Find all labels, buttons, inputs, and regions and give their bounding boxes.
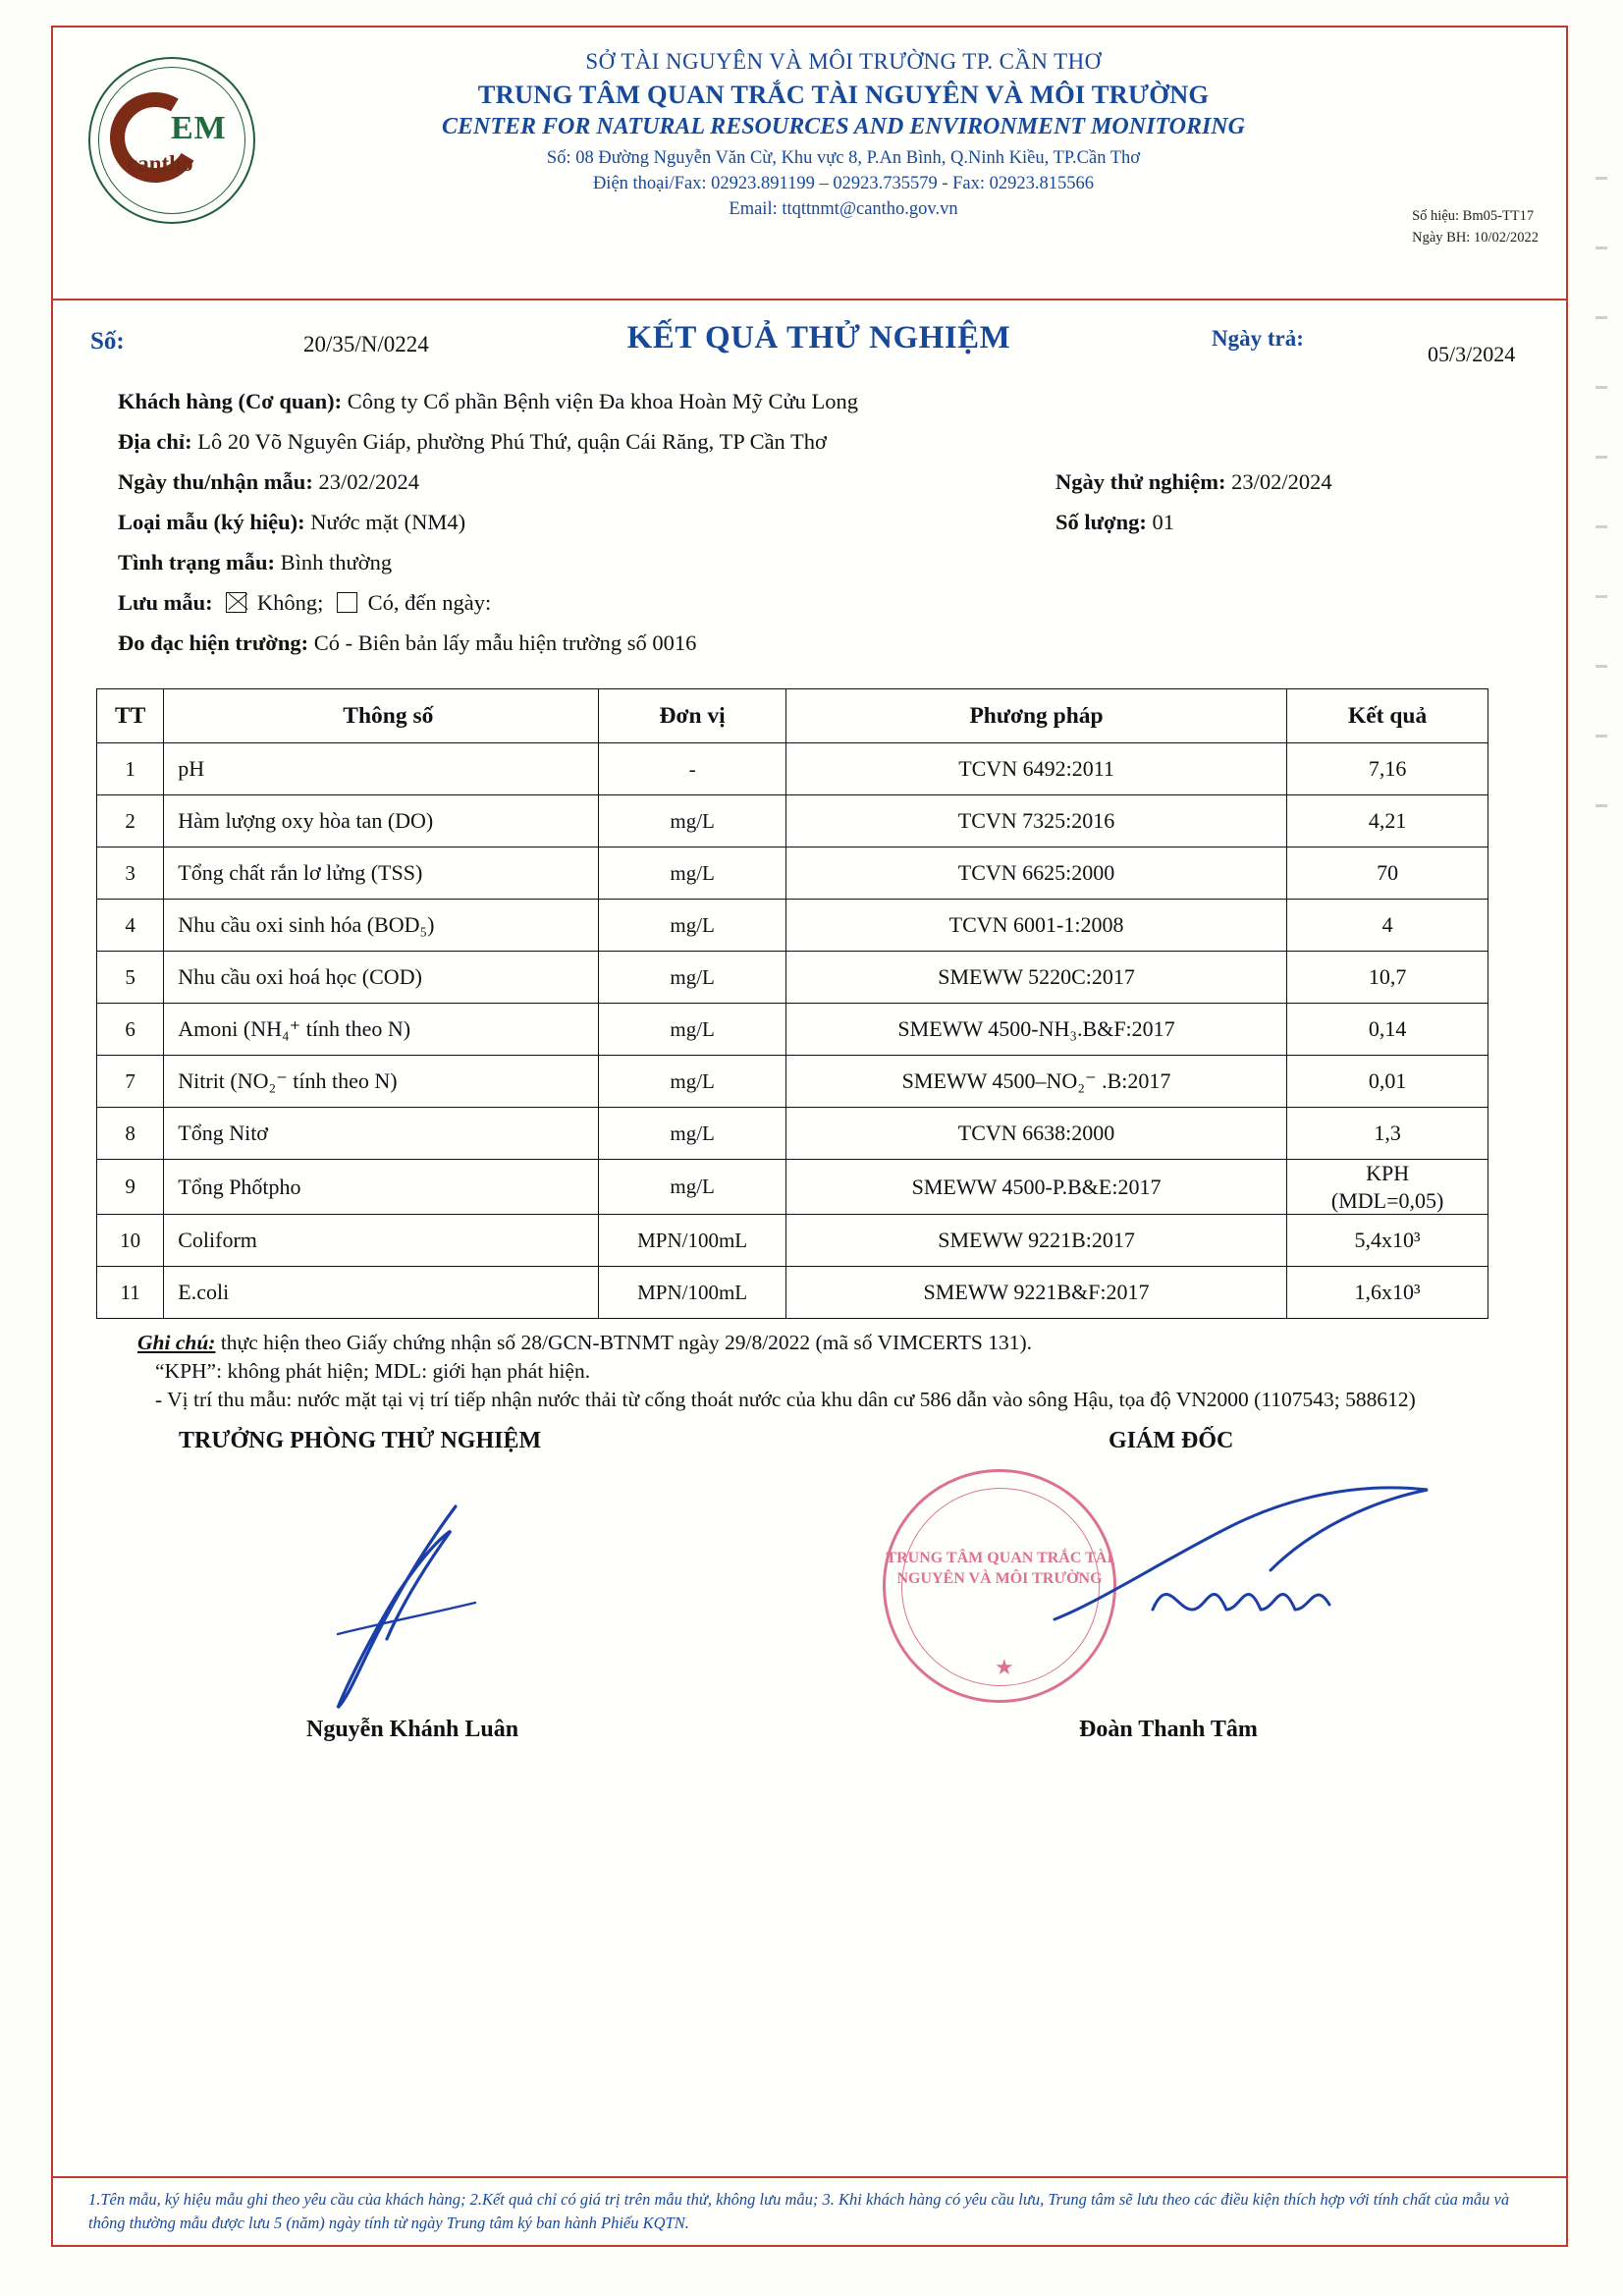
table-row <box>97 1215 1488 1267</box>
sample-type-label: Loại mẫu (ký hiệu): <box>118 510 305 534</box>
cell-result: 7,16 <box>1287 743 1488 795</box>
report-number-value: 20/35/N/0224 <box>303 332 429 356</box>
quantity-group <box>1055 512 1174 534</box>
table-row <box>97 743 1488 795</box>
cell-parameter: Tổng Phốtpho <box>164 1160 599 1215</box>
results-table-wrapper <box>96 688 1523 1319</box>
footer-text: 1.Tên mẫu, ký hiệu mẫu ghi theo yêu cầu của khách hàng; 2.Kết quả chỉ có giá trị trên mẫu thử, không lưu mẫu; 3. Khi khách hàng có yêu cầu lưu, Trung tâm sẽ lưu theo các điều kiện thích hợp với tính chất của mẫu và thông thường mẫu được lưu 5 (năm) ngày tính từ ngày Trung tâm ký ban hành Phiếu KQTN. <box>88 2190 1510 2233</box>
cell-method: TCVN 6638:2000 <box>785 1108 1286 1160</box>
report-sheet <box>51 26 1568 2247</box>
cell-unit: mg/L <box>599 900 785 952</box>
note-text-2: “KPH”: không phát hiện; MDL: giới hạn phát hiện. <box>155 1359 591 1384</box>
form-code: Số hiệu: Bm05-TT17 <box>1412 208 1535 224</box>
cell-parameter: Tổng Nitơ <box>164 1108 599 1160</box>
cell-parameter: Nitrit (NO₂⁻ tính theo N) <box>164 1056 599 1108</box>
cell-unit: - <box>599 743 785 795</box>
cell-method: SMEWW 5220C:2017 <box>785 952 1286 1004</box>
table-row <box>97 952 1488 1004</box>
cell-method: TCVN 6492:2011 <box>785 743 1286 795</box>
cell-parameter: Tổng chất rắn lơ lửng (TSS) <box>164 847 599 900</box>
cell-method: SMEWW 4500–NO₂⁻ .B:2017 <box>785 1056 1286 1108</box>
storage-no-label: Không; <box>256 590 324 615</box>
address-label: Địa chỉ: <box>118 429 192 454</box>
table-row <box>97 900 1488 952</box>
form-code-block <box>1412 206 1539 249</box>
lab-manager-signature <box>279 1487 573 1713</box>
quantity-label: Số lượng: <box>1055 510 1147 534</box>
stamp-text: TRUNG TÂM QUAN TRẮC TÀI NGUYÊN VÀ MÔI TRƯỜNG <box>886 1550 1113 1587</box>
form-issue-date: Ngày BH: 10/02/2022 <box>1412 229 1539 246</box>
cell-unit: MPN/100mL <box>599 1215 785 1267</box>
col-header-result: Kết quả <box>1287 689 1488 743</box>
issue-date-label: Ngày trả: <box>1212 326 1304 351</box>
issue-date-value: 05/3/2024 <box>1428 342 1516 366</box>
cell-result: 0,01 <box>1287 1056 1488 1108</box>
notes-label: Ghi chú: <box>137 1331 216 1354</box>
quantity-value: 01 <box>1152 510 1174 534</box>
cell-parameter: Hàm lượng oxy hòa tan (DO) <box>164 795 599 847</box>
report-number-label: Số: <box>90 328 125 355</box>
cell-parameter: E.coli <box>164 1267 599 1319</box>
cell-tt: 1 <box>97 743 164 795</box>
cell-tt: 4 <box>97 900 164 952</box>
cell-tt: 10 <box>97 1215 164 1267</box>
cell-tt: 5 <box>97 952 164 1004</box>
cell-method: TCVN 6625:2000 <box>785 847 1286 900</box>
lab-manager-name: Nguyễn Khánh Luân <box>306 1717 519 1743</box>
cell-tt: 11 <box>97 1267 164 1319</box>
cell-result: 1,6x10³ <box>1287 1267 1488 1319</box>
cell-parameter: Coliform <box>164 1215 599 1267</box>
document-footer <box>53 2176 1566 2245</box>
sample-type-value: Nước mặt (NM4) <box>310 510 466 534</box>
table-row <box>97 1108 1488 1160</box>
field-measurement-label: Đo đạc hiện trường: <box>118 630 309 655</box>
cell-tt: 7 <box>97 1056 164 1108</box>
cell-unit: MPN/100mL <box>599 1267 785 1319</box>
cell-tt: 3 <box>97 847 164 900</box>
cell-unit: mg/L <box>599 1160 785 1215</box>
field-measurement-value: Có - Biên bản lấy mẫu hiện trường số 0016 <box>313 630 697 655</box>
sample-condition-value: Bình thường <box>280 550 393 574</box>
checkbox-storage-yes[interactable] <box>337 592 357 613</box>
center-email: Email: ttqttnmt@cantho.gov.vn <box>729 199 958 219</box>
cell-parameter: Nhu cầu oxi hoá học (COD) <box>164 952 599 1004</box>
logo-em-text: EM <box>171 110 227 146</box>
cell-unit: mg/L <box>599 1056 785 1108</box>
document-header <box>53 27 1566 301</box>
col-header-tt: TT <box>97 689 164 743</box>
signature-block <box>53 1428 1566 1762</box>
cell-tt: 8 <box>97 1108 164 1160</box>
stamp-star-icon: ★ <box>995 1655 1014 1680</box>
cell-unit: mg/L <box>599 1004 785 1056</box>
sampling-date-row <box>118 471 1566 512</box>
lab-manager-title: TRƯỞNG PHÒNG THỬ NGHIỆM <box>179 1428 542 1454</box>
page-title: KẾT QUẢ THỬ NGHIỆM <box>626 320 1011 355</box>
table-header-row <box>97 689 1488 743</box>
title-row <box>53 301 1566 391</box>
table-row <box>97 1056 1488 1108</box>
cell-method: SMEWW 4500-NH₃.B&F:2017 <box>785 1004 1286 1056</box>
cem-logo <box>81 49 306 236</box>
director-name: Đoàn Thanh Tâm <box>1079 1717 1258 1743</box>
cell-result: 1,3 <box>1287 1108 1488 1160</box>
sample-condition-label: Tình trạng mẫu: <box>118 550 276 574</box>
test-date-value: 23/02/2024 <box>1231 469 1332 494</box>
cell-method: SMEWW 9221B&F:2017 <box>785 1267 1286 1319</box>
note-line-1 <box>96 1329 1523 1357</box>
table-row <box>97 1267 1488 1319</box>
cell-unit: mg/L <box>599 952 785 1004</box>
address-row <box>118 431 1566 471</box>
scan-edge-marks <box>1596 177 1617 1159</box>
cell-unit: mg/L <box>599 795 785 847</box>
notes-block <box>96 1329 1523 1414</box>
sample-type-row <box>118 512 1566 552</box>
table-row <box>97 1160 1488 1215</box>
cell-tt: 6 <box>97 1004 164 1056</box>
cell-result: 4 <box>1287 900 1488 952</box>
customer-row <box>118 391 1566 431</box>
cell-result: 5,4x10³ <box>1287 1215 1488 1267</box>
cell-method: SMEWW 4500-P.B&E:2017 <box>785 1160 1286 1215</box>
cell-parameter: pH <box>164 743 599 795</box>
cell-parameter: Nhu cầu oxi sinh hóa (BOD₅) <box>164 900 599 952</box>
table-row <box>97 847 1488 900</box>
results-table <box>96 688 1488 1319</box>
cell-result: 4,21 <box>1287 795 1488 847</box>
center-name-en: CENTER FOR NATURAL RESOURCES AND ENVIRONMENT MONITORING <box>442 114 1245 139</box>
sample-condition-row <box>118 552 1566 592</box>
storage-yes-label: Có, đến ngày: <box>367 590 492 615</box>
note-line-2 <box>96 1357 1523 1386</box>
cell-parameter: Amoni (NH₄⁺ tính theo N) <box>164 1004 599 1056</box>
checkbox-storage-no[interactable] <box>226 592 246 613</box>
department-name: SỞ TÀI NGUYÊN VÀ MÔI TRƯỜNG TP. CẦN THƠ <box>585 49 1102 74</box>
cell-unit: mg/L <box>599 847 785 900</box>
cell-unit: mg/L <box>599 1108 785 1160</box>
test-date-label: Ngày thử nghiệm: <box>1055 469 1226 494</box>
sampling-date-label: Ngày thu/nhận mẫu: <box>118 469 313 494</box>
sample-storage-label: Lưu mẫu: <box>118 590 213 615</box>
center-phone: Điện thoại/Fax: 02923.891199 – 02923.735579 - Fax: 02923.815566 <box>592 174 1095 193</box>
cell-result: 10,7 <box>1287 952 1488 1004</box>
field-measurement-row <box>118 632 1566 673</box>
results-table-body <box>97 743 1488 1319</box>
center-name-vi: TRUNG TÂM QUAN TRẮC TÀI NGUYÊN VÀ MÔI TRƯỜNG <box>477 80 1210 109</box>
sample-storage-row <box>118 592 1566 632</box>
sampling-date-value: 23/02/2024 <box>318 469 419 494</box>
col-header-method: Phương pháp <box>785 689 1286 743</box>
customer-label: Khách hàng (Cơ quan): <box>118 389 343 413</box>
cell-result: KPH (MDL=0,05) <box>1287 1160 1488 1215</box>
col-header-unit: Đơn vị <box>599 689 785 743</box>
cell-method: TCVN 6001-1:2008 <box>785 900 1286 952</box>
director-signature <box>1035 1482 1447 1678</box>
cell-tt: 9 <box>97 1160 164 1215</box>
note-text-3: - Vị trí thu mẫu: nước mặt tại vị trí tiếp nhận nước thải từ cống thoát nước của khu dân cư 586 dẫn vào sông Hậu, tọa độ VN2000 (1107543; 588612) <box>155 1388 1416 1412</box>
test-date-group <box>1055 471 1332 494</box>
cell-method: SMEWW 9221B:2017 <box>785 1215 1286 1267</box>
customer-value: Công ty Cổ phần Bệnh viện Đa khoa Hoàn Mỹ Cửu Long <box>347 389 859 413</box>
logo-cantho-text: cantho <box>128 151 193 176</box>
table-row <box>97 795 1488 847</box>
header-text-block <box>298 49 1388 220</box>
director-title: GIÁM ĐỐC <box>1109 1428 1234 1454</box>
note-text-1: thực hiện theo Giấy chứng nhận số 28/GCN-BTNMT ngày 29/8/2022 (mã số VIMCERTS 131). <box>220 1331 1033 1354</box>
cell-method: TCVN 7325:2016 <box>785 795 1286 847</box>
customer-info-block <box>53 391 1566 673</box>
table-row <box>97 1004 1488 1056</box>
center-address: Số: 08 Đường Nguyễn Văn Cừ, Khu vực 8, P.An Bình, Q.Ninh Kiều, TP.Cần Thơ <box>546 148 1141 168</box>
col-header-parameter: Thông số <box>164 689 599 743</box>
note-line-3 <box>96 1386 1523 1414</box>
cell-tt: 2 <box>97 795 164 847</box>
cell-result: 0,14 <box>1287 1004 1488 1056</box>
address-value: Lô 20 Võ Nguyên Giáp, phường Phú Thứ, quận Cái Răng, TP Cần Thơ <box>197 429 827 454</box>
cell-result: 70 <box>1287 847 1488 900</box>
